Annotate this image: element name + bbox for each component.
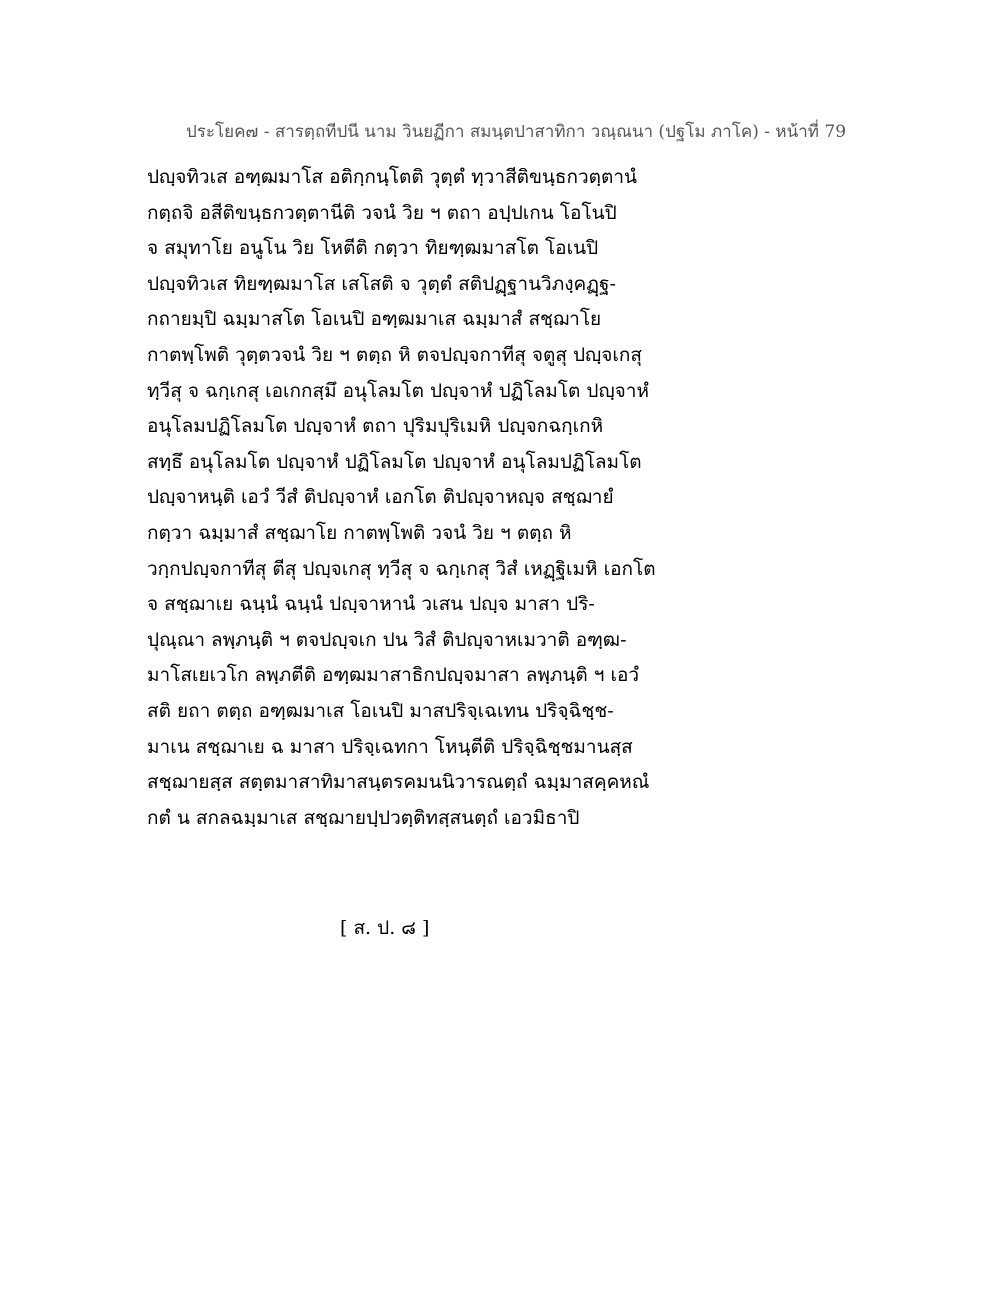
text-line: วกฺกปญฺจกาทีสุ ตีสุ ปญฺจเกสุ ทฺวีสุ จ ฉกฺเกสุ วิสํ เหฏฺฐิเมหิ เอกโต <box>147 557 656 580</box>
text-line: อนุโลมปฏิโลมโต ปญฺจาหํ ตถา ปุริมปุริเมหิ ปญฺจกฉกฺเกหิ <box>147 415 604 438</box>
text-line: ปญฺจาหนฺติ เอวํ วีสํ ติปญฺจาหํ เอกโต ติปญฺจาหญฺจ สชฺฌายํ <box>147 486 614 509</box>
text-line: สติ ยถา ตตฺถ อฑฺฒมาเส โอเนปิ มาสปริจฺเฉเทน ปริจฺฉิชฺช- <box>147 699 614 722</box>
text-line: มาโสเยเวโก ลพฺภตีติ อฑฺฒมาสาธิกปญฺจมาสา ลพฺภนฺติ ฯ เอวํ <box>147 664 640 687</box>
text-line: กตฺถจิ อสีติขนฺธกวตฺตานีติ วจนํ วิย ฯ ตถา อปฺปเกน โอโนปิ <box>147 201 617 224</box>
page-footer: [ ส. ป. ๘ ] <box>340 917 430 939</box>
text-line: ปญฺจทิวเส อฑฺฒมาโส อติกฺกนฺโตติ วุตฺตํ ทฺวาสีติขนฺธกวตฺตานํ <box>147 166 638 188</box>
text-line: จ สมุทาโย อนูโน วิย โหตีติ กตฺวา ทิยฑฺฒมาสโต โอเนปิ <box>147 237 599 260</box>
text-line: ทฺวีสุ จ ฉกฺเกสุ เอเกกสฺมึ อนุโลมโต ปญฺจาหํ ปฏิโลมโต ปญฺจาหํ <box>147 379 649 402</box>
text-line: กถายมฺปิ ฉมฺมาสโต โอเนปิ อฑฺฒมาเส ฉมฺมาสํ สชฺฌาโย <box>147 308 602 331</box>
text-line: ปญฺจทิวเส ทิยฑฺฒมาโส เสโสติ จ วุตฺตํ สติปฏฺฐานวิภงฺคฏฺฐ- <box>147 272 616 295</box>
page-header: ประโยค๗ - สารตฺถทีปนี นาม วินยฏีกา สมนฺตปาสาทิกา วณฺณนา (ปฐโม ภาโค) - หน้าที่ 79 <box>186 122 847 142</box>
text-line: สทฺธึ อนุโลมโต ปญฺจาหํ ปฏิโลมโต ปญฺจาหํ อนุโลมปฏิโลมโต <box>147 450 642 473</box>
text-line: มาเน สชฺฌาเย ฉ มาสา ปริจฺเฉทกา โหนฺตีติ ปริจฺฉิชฺชมานสฺส <box>147 735 633 758</box>
text-line: สชฺฌายสฺส สตฺตมาสาทิมาสนฺตรคมนนิวารณตฺถํ ฉมฺมาสคฺคหณํ <box>147 771 650 794</box>
text-line: กตฺวา ฉมฺมาสํ สชฺฌาโย กาตพฺโพติ วจนํ วิย ฯ ตตฺถ หิ <box>147 521 572 544</box>
text-line: จ สชฺฌาเย ฉนฺนํ ฉนฺนํ ปญฺจาหานํ วเสน ปญฺจ มาสา ปริ- <box>147 593 595 616</box>
text-line: ปุณฺณา ลพฺภนฺติ ฯ ตจปญฺจเก ปน วิสํ ติปญฺจาหเมวาติ อฑฺฒ- <box>147 628 627 651</box>
body-text <box>147 160 707 836</box>
text-line: กตํ น สกลฉมฺมาเส สชฺฌายปฺปวตฺติทสฺสนตฺถํ เอวมิธาปิ <box>147 806 580 829</box>
text-line: กาตพฺโพติ วุตฺตวจนํ วิย ฯ ตตฺถ หิ ตจปญฺจกาทีสุ จตูสุ ปญฺจเกสุ <box>147 343 642 366</box>
